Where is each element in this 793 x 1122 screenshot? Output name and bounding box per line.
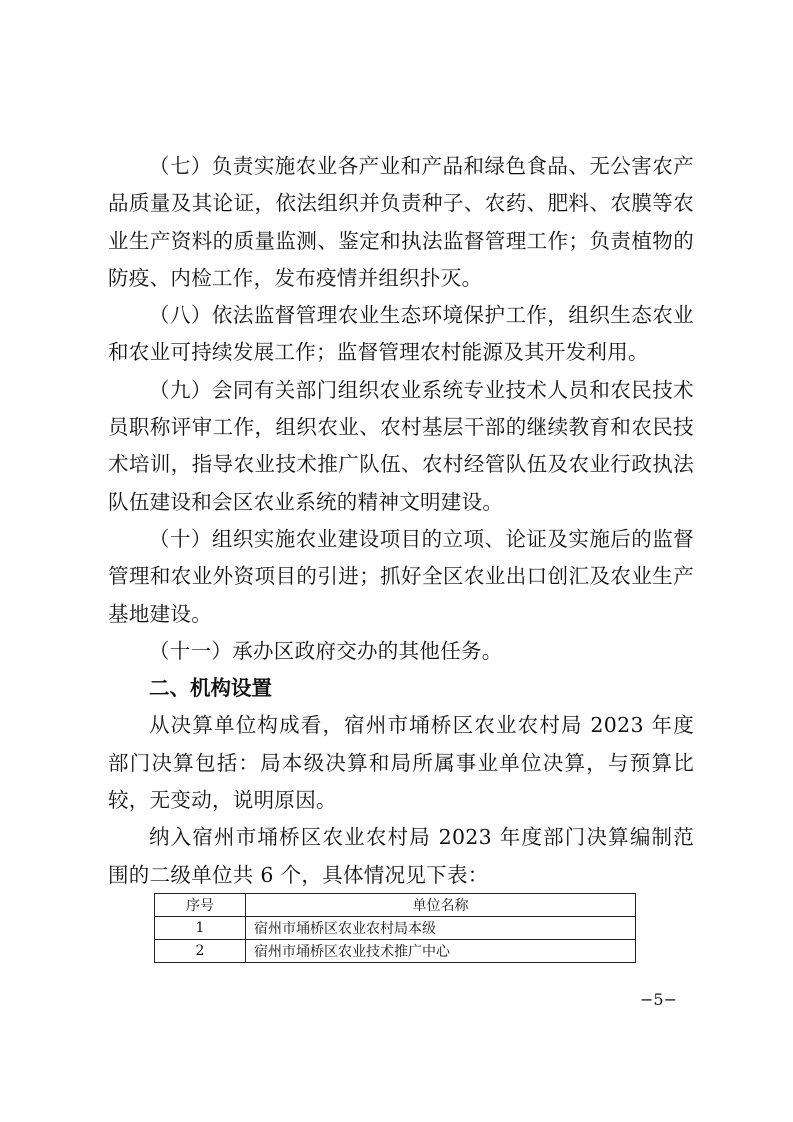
table-header-row bbox=[155, 894, 636, 917]
paragraph-item-10: （十）组织实施农业建设项目的立项、论证及实施后的监督管理和农业外资项目的引进；抓好全区农业出口创汇及农业生产基地建设。 bbox=[108, 526, 694, 626]
cell-unit-name: 宿州市埇桥区农业技术推广中心 bbox=[246, 940, 636, 963]
section-paragraph-1: 从决算单位构成看，宿州市埇桥区农业农村局 2023 年度部门决算包括：局本级决算和局所属事业单位决算，与预算比较，无变动，说明原因。 bbox=[108, 713, 694, 813]
header-cell-index: 序号 bbox=[155, 894, 246, 917]
body-text bbox=[108, 148, 694, 894]
page-number: −5− bbox=[640, 990, 677, 1009]
table-row bbox=[155, 940, 636, 963]
paragraph-item-7: （七）负责实施农业各产业和产品和绿色食品、无公害农产品质量及其论证，依法组织并负责种子、农药、肥料、农膜等农业生产资料的质量监测、鉴定和执法监督管理工作；负责植物的防疫、内检工作，发布疫情并组织扑灭。 bbox=[108, 154, 694, 290]
paragraph-item-9: （九）会同有关部门组织农业系统专业技术人员和农民技术员职称评审工作，组织农业、农村基层干部的继续教育和农民技术培训，指导农业技术推广队伍、农村经管队伍及农业行政执法队伍建设和会区农业系统的精神文明建设。 bbox=[108, 377, 694, 514]
section-paragraph-2: 纳入宿州市埇桥区农业农村局 2023 年度部门决算编制范围的二级单位共 6 个，具体情况见下表： bbox=[108, 825, 694, 887]
paragraph-item-8: （八）依法监督管理农业生态环境保护工作，组织生态农业和农业可持续发展工作；监督管理农村能源及其开发利用。 bbox=[108, 303, 694, 365]
unit-table-container bbox=[154, 893, 636, 963]
cell-index: 1 bbox=[155, 917, 246, 940]
cell-index: 2 bbox=[155, 940, 246, 963]
paragraph-item-11: （十一）承办区政府交办的其他任务。 bbox=[149, 638, 503, 663]
unit-table bbox=[154, 893, 636, 963]
table-row bbox=[155, 917, 636, 940]
cell-unit-name: 宿州市埇桥区农业农村局本级 bbox=[246, 917, 636, 940]
header-cell-unit-name: 单位名称 bbox=[246, 894, 636, 917]
section-heading: 二、机构设置 bbox=[149, 676, 272, 701]
